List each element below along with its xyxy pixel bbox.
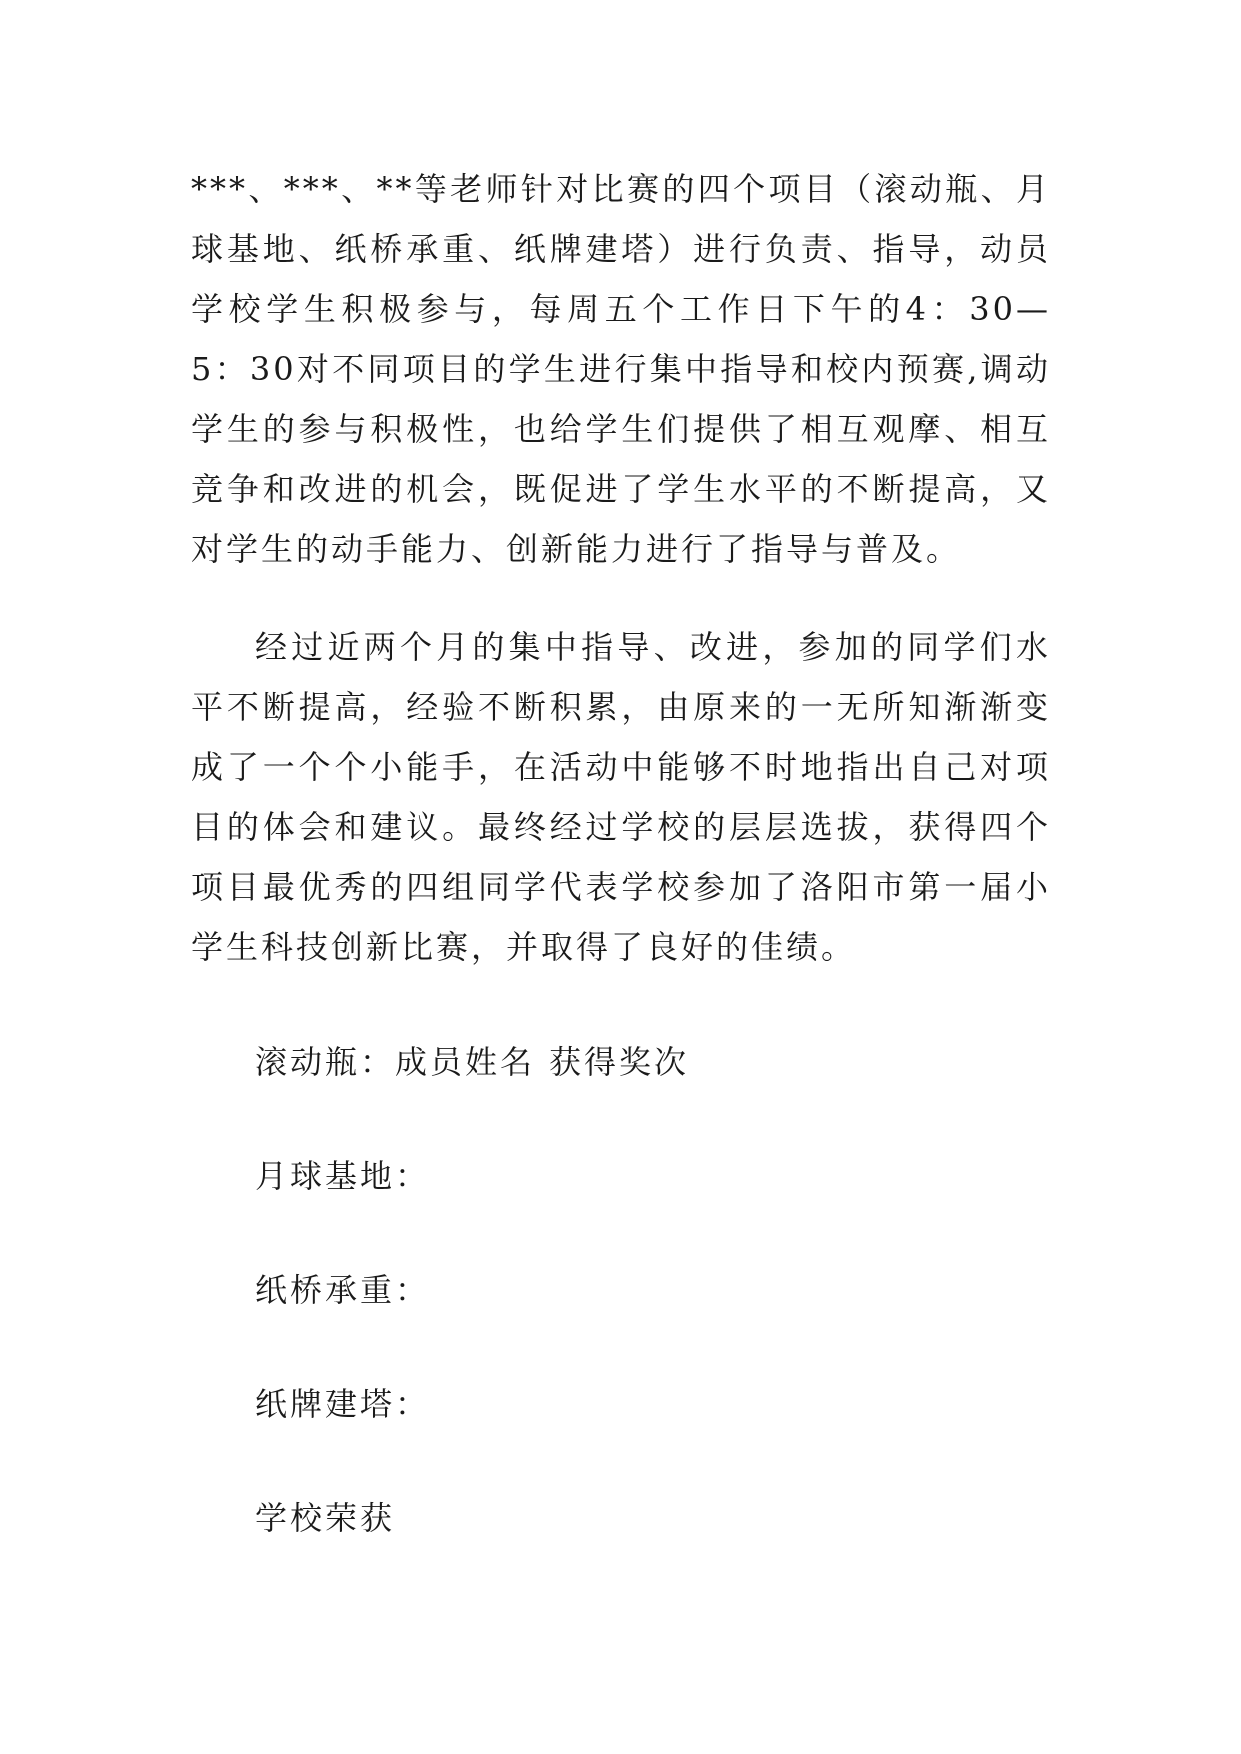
award-item-label: 纸桥承重： [255, 1271, 431, 1309]
award-item-label: 滚动瓶： [255, 1043, 396, 1081]
award-item-rolling-bottle [255, 1032, 689, 1092]
award-item-label: 学校荣获 [255, 1499, 396, 1537]
award-item-card-tower [255, 1374, 430, 1434]
award-item-label: 纸牌建塔： [255, 1385, 431, 1423]
award-item-paper-bridge [255, 1260, 430, 1320]
award-rank-header: 获得奖次 [549, 1043, 690, 1081]
body-paragraph-teachers: ***、***、**等老师针对比赛的四个项目（滚动瓶、月球基地、纸桥承重、纸牌建塔）进行负责、指导，动员学校学生积极参与，每周五个工作日下午的4：30—5：30对不同项目的学生进行集中指导和校内预赛,调动学生的参与积极性，也给学生们提供了相互观摩、相互竞争和改进的机会，既促进了学生水平的不断提高，又对学生的动手能力、创新能力进行了指导与普及。 [191, 170, 1051, 568]
member-name-header: 成员姓名 [395, 1043, 536, 1081]
body-paragraph-results: 经过近两个月的集中指导、改进，参加的同学们水平不断提高，经验不断积累，由原来的一无所知渐渐变成了一个个小能手，在活动中能够不时地指出自己对项目的体会和建议。最终经过学校的层层选拔，获得四个项目最优秀的四组同学代表学校参加了洛阳市第一届小学生科技创新比赛，并取得了良好的佳绩。 [191, 628, 1051, 966]
award-item-label: 月球基地： [255, 1157, 431, 1195]
award-item-school-honors [255, 1488, 395, 1548]
award-item-moon-base [255, 1146, 430, 1206]
